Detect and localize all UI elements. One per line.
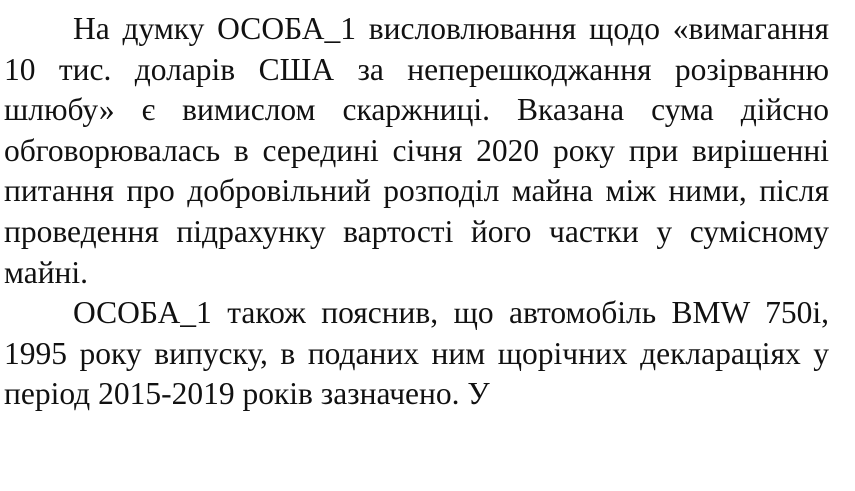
paragraph-2: ОСОБА_1 також пояснив, що автомобіль BMW 750і, 1995 року випуску, в поданих ним щорічних деклараціях у період 2015-2019 років зазначено. У <box>4 295 829 412</box>
paragraph-1: На думку ОСОБА_1 висловлювання щодо «вимагання 10 тис. доларів США за неперешкоджання розірванню шлюбу» є вимислом скаржниці. Вказана сума дійсно обговорювалась в середині січня 2020 року при вирішенні питання про добровільний розподіл майна між ними, після проведення підрахунку вартості його частки у сумісному майні. <box>4 11 829 290</box>
